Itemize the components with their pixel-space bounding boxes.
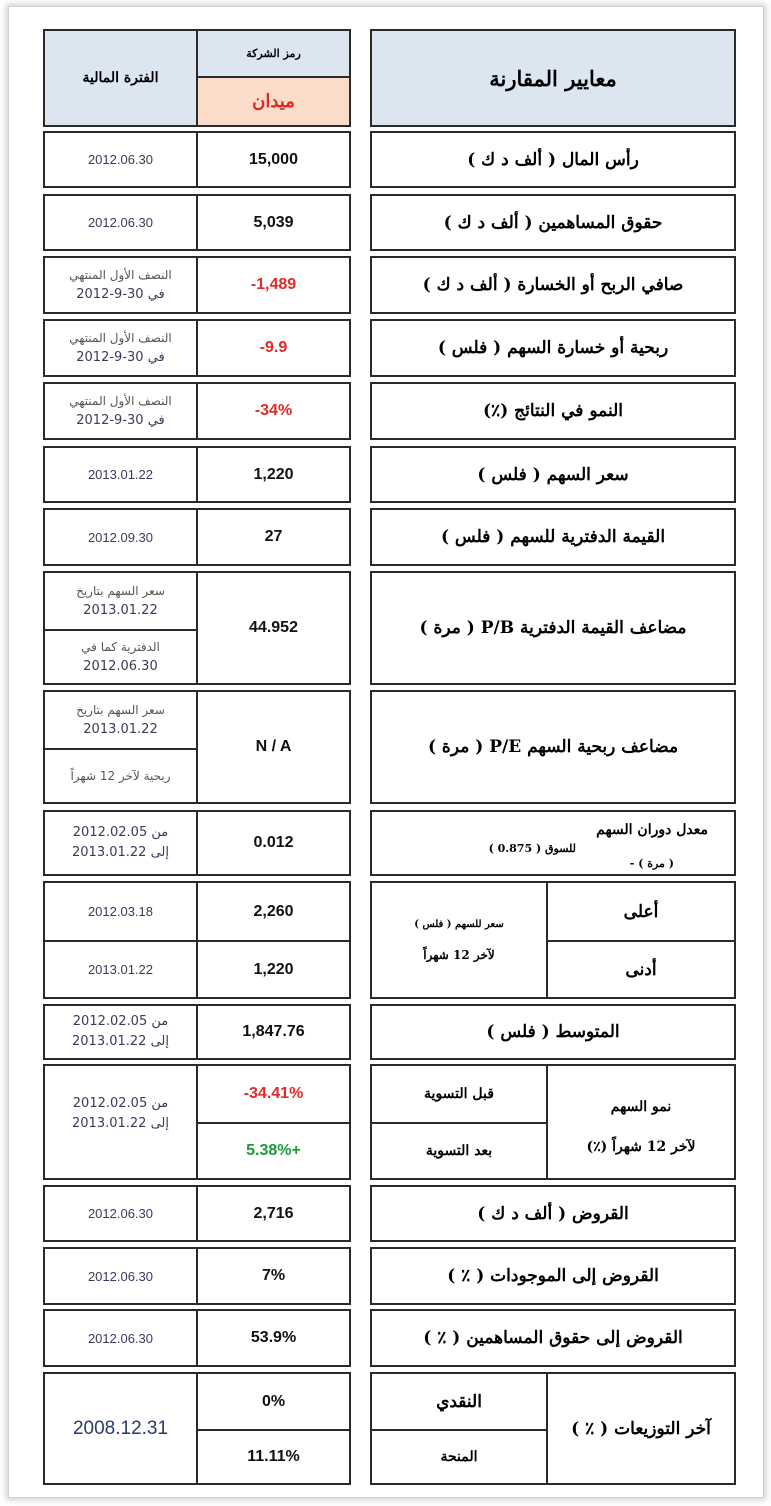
criteria-label: رأس المال ( ألف د ك ) [467,149,639,170]
criteria-label: أدنى [625,959,657,980]
table-row [43,256,736,314]
period-line: من 2012.02.05 [72,1014,169,1029]
criteria-label: المتوسط ( فلس ) [486,1022,620,1042]
value-cell: 1,220 [253,960,294,978]
period-cell: 2012.09.30 [87,529,154,545]
document-page [8,6,764,1498]
criteria-header-label: معايير المقارنة [489,65,617,91]
table-row [43,382,736,440]
period-line: النصف الأول المنتهي [69,394,172,408]
value-cell: -34.41% [243,1085,304,1102]
period-line: في 30-9-2012 [76,413,165,428]
criteria-label: معدل دوران السهم [596,822,708,838]
value-cell: N / A [255,738,292,755]
table-row [43,1247,736,1305]
criteria-label: القروض ( ألف د ك ) [477,1203,629,1224]
growth-block [43,1064,736,1180]
criteria-label: آخر التوزيعات ( ٪ ) [571,1418,711,1439]
company-header [196,29,351,127]
period-cell: 2012.06.30 [87,1206,154,1221]
value-cell: 15,000 [249,150,298,168]
value-cell: -9.9 [259,339,288,356]
criteria-label: ربحية أو خسارة السهم ( فلس ) [437,338,669,358]
criteria-label: صافي الربح أو الخسارة ( ألف د ك ) [422,275,684,295]
period-header-label: الفترة المالية [82,70,159,86]
criteria-header [370,29,736,127]
value-cell: 11.11% [247,1448,300,1465]
period-cell: 2008.12.31 [72,1417,169,1439]
table-row [43,131,736,188]
criteria-label: لآخر 12 شهراً [423,948,495,962]
criteria-label: سعر السهم ( فلس ) [477,464,629,485]
criteria-label: أعلى [623,901,659,922]
period-header [43,29,198,127]
period-cell: 2013.01.22 [87,962,154,977]
period-cell: 2012.06.30 [87,1268,154,1284]
period-line: النصف الأول المنتهي [69,331,172,345]
criteria-label: قبل التسوية [424,1086,494,1102]
value-cell: 7% [261,1267,286,1284]
period-cell: 2012.06.30 [87,215,154,230]
value-cell: 53.9% [250,1329,297,1346]
period-line: في 30-9-2012 [76,287,165,302]
period-line: إلى 2013.01.22 [72,1034,169,1049]
criteria-label: لآخر 12 شهراً (٪) [586,1139,696,1155]
criteria-label: ( مرة ) - [629,856,674,870]
period-line: من 2012.02.05 [72,1096,169,1111]
table-row [43,194,736,251]
value-cell: 5.38%+ [246,1142,301,1159]
table-row [43,1004,736,1060]
period-line: إلى 2013.01.22 [72,845,169,860]
table-row [43,446,736,503]
period-line: 2012.06.30 [83,659,158,674]
period-line: 2013.01.22 [83,722,158,737]
criteria-label: مضاعف القيمة الدفترية P/B ( مرة ) [419,618,687,638]
period-line: إلى 2013.01.22 [72,1116,169,1131]
table-row [43,1185,736,1242]
value-cell: 0.012 [253,834,294,851]
criteria-label: القروض إلى الموجودات ( ٪ ) [447,1266,659,1286]
value-cell: -34% [254,402,293,419]
criteria-label: مضاعف ربحية السهم P/E ( مرة ) [427,737,679,757]
period-cell: 2012.03.18 [87,904,154,919]
company-name: ميدان [198,78,349,125]
table-row [43,508,736,566]
period-line: سعر السهم بتاريخ [76,584,165,598]
high-low-block [43,881,736,999]
value-cell: 44.952 [249,619,298,636]
period-line: النصف الأول المنتهي [69,268,172,282]
table-row [43,1309,736,1367]
value-cell: 0% [261,1392,286,1410]
criteria-label: بعد التسوية [425,1143,493,1159]
value-cell: 2,260 [253,902,294,920]
value-cell: 1,847.76 [242,1023,305,1040]
period-line: سعر السهم بتاريخ [76,703,165,717]
period-line: الدفترية كما في [81,640,160,654]
criteria-label: النقدي [436,1391,482,1412]
period-line: 2013.01.22 [83,603,158,618]
value-cell: 2,716 [253,1204,294,1222]
table-row [43,810,736,876]
header-row [43,29,736,127]
period-cell: 2012.06.30 [87,1330,154,1346]
period-line: في 30-9-2012 [76,350,165,365]
company-symbol-label: رمز الشركة [198,31,349,76]
criteria-label: القروض إلى حقوق المساهمين ( ٪ ) [423,1328,683,1348]
value-cell: -1,489 [250,276,297,293]
period-line: من 2012.02.05 [72,825,169,840]
criteria-label: حقوق المساهمين ( ألف د ك ) [443,212,663,233]
criteria-label: للسوق ( 0.875 ) [488,841,576,855]
period-cell: 2013.01.22 [87,467,154,482]
dividends-block [43,1372,736,1485]
criteria-label: المنحة [440,1449,478,1465]
criteria-label: نمو السهم [610,1099,672,1115]
period-line: ربحية لآخر 12 شهراً [70,769,171,783]
criteria-label: النمو في النتائج (٪) [483,401,623,421]
table-row [43,319,736,377]
value-cell: 1,220 [253,465,294,483]
value-cell: 5,039 [253,213,294,231]
criteria-label: القيمة الدفترية للسهم ( فلس ) [440,527,666,547]
value-cell: 27 [264,528,283,545]
period-cell: 2012.06.30 [87,152,154,167]
criteria-label: سعر للسهم ( فلس ) [414,919,504,930]
table-row [43,571,736,685]
table-row [43,690,736,804]
